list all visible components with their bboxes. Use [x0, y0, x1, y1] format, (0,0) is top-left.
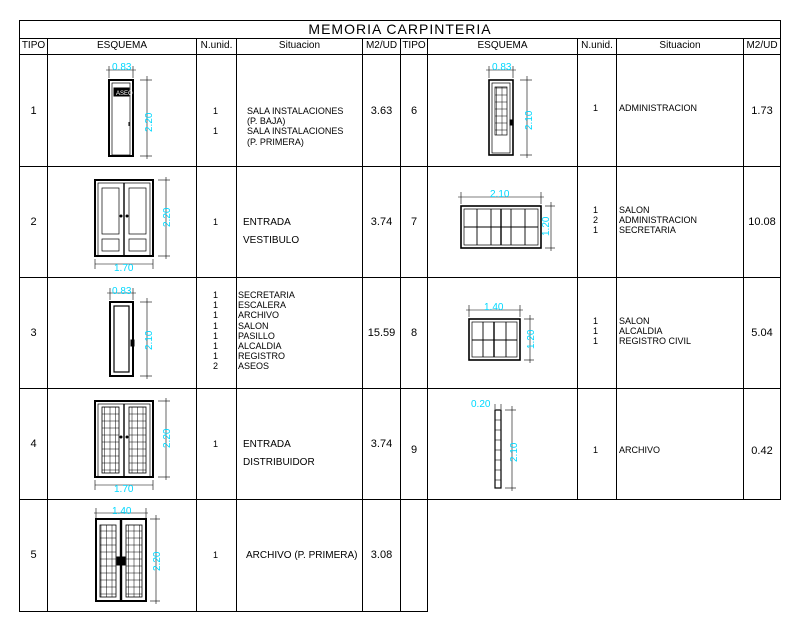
header-esquema-2: ESQUEMA — [477, 40, 528, 51]
window-door-type-6-drawing — [480, 60, 540, 160]
row-4-units: 1 — [213, 439, 219, 449]
row-9-height-dim: 2.10 — [509, 442, 520, 462]
window-type-7-drawing — [450, 180, 570, 260]
row-9-places: ARCHIVO — [619, 445, 661, 455]
row-4-width-dim: 1.70 — [114, 484, 134, 493]
row-2-tipo: 2 — [30, 216, 37, 228]
row-8-m2: 5.04 — [751, 327, 773, 339]
row-7-height-dim: 1.20 — [541, 216, 552, 236]
row-9-width-dim: 0.20 — [471, 399, 491, 410]
row-7-m2: 10.08 — [748, 216, 776, 228]
door-type-3-drawing — [100, 282, 160, 382]
row-3-m2: 15.59 — [367, 327, 396, 339]
row-1-units: 1 1 — [213, 106, 219, 137]
door-type-2-drawing — [88, 172, 178, 272]
window-type-8-drawing — [458, 292, 558, 372]
row-3-tipo: 3 — [30, 327, 37, 339]
row-8-units: 1 1 1 — [593, 316, 599, 347]
door-sign-text: ASEO — [116, 91, 133, 97]
row-6-m2: 1.73 — [751, 105, 773, 117]
row-6-units: 1 — [593, 103, 599, 113]
header-esquema: ESQUEMA — [96, 40, 147, 51]
row-6-tipo: 6 — [410, 105, 418, 117]
row-5-tipo: 5 — [30, 549, 37, 561]
header-m2-ud: M2/UD — [365, 40, 398, 51]
row-7-places: SALON ADMINISTRACION SECRETARIA — [619, 205, 698, 236]
row-7-width-dim: 2.10 — [490, 189, 510, 200]
row-3-width-dim: 0.83 — [112, 286, 132, 297]
row-8-width-dim: 1.40 — [484, 302, 504, 313]
row-9-units: 1 — [593, 445, 599, 455]
row-3-units: 1 1 1 1 1 1 1 2 — [213, 290, 219, 372]
row-6-width-dim: 0.83 — [492, 62, 512, 73]
row-9-tipo: 9 — [410, 444, 418, 456]
row-1-height-dim: 2.20 — [144, 112, 155, 132]
door-type-5-drawing — [90, 503, 170, 608]
row-4-place-1: ENTRADA — [243, 439, 291, 450]
door-type-1-drawing — [100, 60, 160, 160]
row-2-place-1: ENTRADA — [243, 217, 291, 228]
row-4-place-2: DISTRIBUIDOR — [243, 457, 315, 468]
row-5-place-1: ARCHIVO (P. PRIMERA) — [246, 550, 358, 561]
row-5-width-dim: 1.40 — [112, 506, 132, 517]
row-4-tipo: 4 — [30, 438, 37, 450]
row-8-tipo: 8 — [410, 327, 418, 339]
sheet-title: MEMORIA CARPINTERIA — [308, 21, 492, 37]
row-5-units: 1 — [213, 550, 219, 560]
row-5-m2: 3.08 — [370, 549, 393, 561]
row-6-places: ADMINISTRACION — [619, 103, 698, 113]
row-3-places: SECRETARIA ESCALERA ARCHIVO SALON PASILLO ALCALDIA REGISTRO ASEOS — [238, 290, 295, 372]
header-tipo: TIPO — [21, 40, 46, 51]
row-5-height-dim: 2.20 — [152, 551, 163, 571]
header-tipo-2: TIPO — [402, 40, 426, 51]
row-1-width-dim: 0.83 — [112, 62, 132, 73]
row-2-place-2: VESTIBULO — [243, 235, 300, 246]
row-7-tipo: 7 — [410, 216, 418, 228]
row-7-units: 1 2 1 — [593, 205, 599, 236]
header-situacion-2: Situacion — [659, 40, 701, 51]
header-situacion: Situacion — [278, 40, 321, 51]
row-2-m2: 3.74 — [370, 216, 393, 228]
row-2-height-dim: 2.20 — [162, 207, 173, 227]
row-8-height-dim: 1.20 — [526, 329, 537, 349]
row-6-height-dim: 2.10 — [524, 110, 535, 130]
header-m2-ud-2: M2/UD — [746, 40, 778, 51]
window-type-9-drawing — [468, 396, 528, 496]
row-4-m2: 3.74 — [370, 438, 393, 450]
row-1-places: SALA INSTALACIONES (P. BAJA) SALA INSTALACIONES (P. PRIMERA) — [247, 106, 344, 147]
row-8-places: SALON ALCALDIA REGISTRO CIVIL — [619, 316, 692, 347]
header-n-unid-2: N.unid. — [581, 40, 613, 51]
row-2-width-dim: 1.70 — [114, 263, 134, 272]
header-n-unid: N.unid. — [200, 40, 233, 51]
row-2-units: 1 — [213, 217, 219, 227]
row-3-height-dim: 2.10 — [144, 330, 155, 350]
row-4-height-dim: 2.20 — [162, 428, 173, 448]
row-1-tipo: 1 — [30, 105, 37, 117]
door-type-4-drawing — [88, 393, 178, 493]
row-1-m2: 3.63 — [370, 105, 393, 117]
row-9-m2: 0.42 — [751, 445, 773, 457]
